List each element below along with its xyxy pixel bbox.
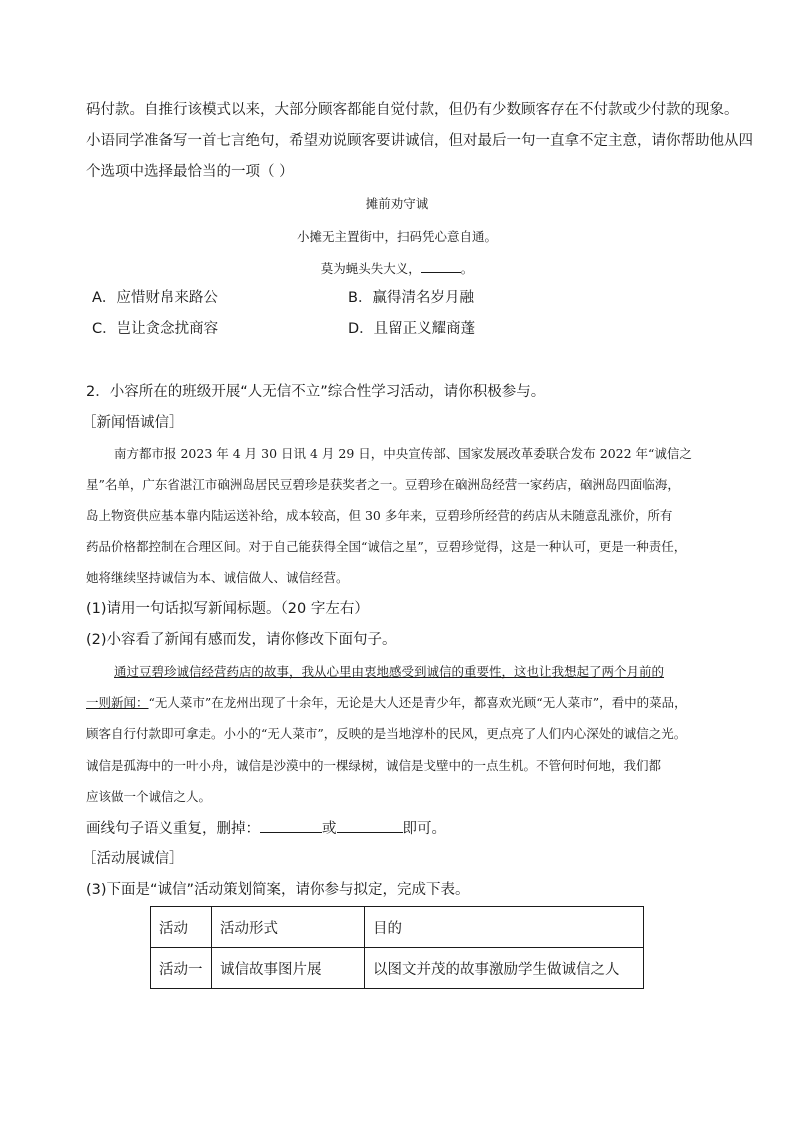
passage-underlined-segment: 一则新闻： [86,695,149,710]
option-a[interactable]: A．应惜财帛来路公 [92,290,218,306]
q2-intro: 2．小容所在的班级开展“人无信不立”综合性学习活动，请你积极参与。 [86,384,546,400]
table-cell: 以图文并茂的故事激励学生做诚信之人 [365,948,644,989]
passage-line: 诚信是孤海中的一叶小舟，诚信是沙漠中的一棵绿树，诚信是戈壁中的一点生机。不管何时何地，我们都 [86,758,662,773]
table-header-cell: 活动形式 [212,907,365,948]
delete-blank-1[interactable] [260,818,322,833]
news-line: 药品价格都控制在合理区间。对于自己能获得全国“诚信之星”，豆碧珍觉得，这是一种认可，更是一种责任， [86,539,687,554]
q1-text-line3: 个选项中选择最恰当的一项（ ） [86,164,294,180]
delete-prefix: 画线句子语义重复，删掉： [86,821,260,837]
poem-line2-text: 莫为蝇头失大义， [320,261,421,276]
poem-title: 摊前劝守诚 [365,196,429,211]
table-header-row [151,907,644,948]
activity-plan-table [150,906,644,989]
passage-text: “无人菜市”在龙州出现了十余年，无论是大人还是青少年，都喜欢光顾“无人菜市”，看中的菜品， [148,695,687,710]
option-b[interactable]: B．赢得清名岁月融 [348,290,474,306]
news-line: 她将继续坚持诚信为本、诚信做人、诚信经营。 [86,570,349,585]
passage-line: 顾客自行付款即可拿走。小小的“无人菜市”，反映的是当地淳朴的民风，更点亮了人们内心深处的诚信之光。 [86,726,687,741]
table-header-cell: 活动 [151,907,212,948]
news-line: 南方都市报 2023 年 4 月 30 日讯 4 月 29 日，中央宣传部、国家发展改革委联合发布 2022 年“诚信之 [114,446,692,461]
delete-mid: 或 [322,821,337,837]
table-header-cell: 目的 [365,907,644,948]
sub-question-3: (3)下面是“诚信”活动策划简案，请你参与拟定，完成下表。 [86,882,470,898]
section-news: ［新闻悟诚信］ [82,415,184,431]
delete-blank-2[interactable] [337,818,403,833]
delete-instruction [86,818,446,839]
passage-line: 应该做一个诚信之人。 [86,789,212,804]
sub-question-1: (1)请用一句话拟写新闻标题。（20 字左右） [86,601,369,617]
option-c[interactable]: C．岂让贪念扰商容 [92,321,219,337]
passage-line [86,693,687,713]
table-row [151,948,644,989]
q1-text-line1: 码付款。自推行该模式以来，大部分顾客都能自觉付款，但仍有少数顾客存在不付款或少付款的现象。 [86,102,739,118]
poem-line2-end: 。 [460,261,474,276]
q1-text-line2: 小语同学准备写一首七言绝句，希望劝说顾客要讲诚信，但对最后一句一直拿不定主意，请你帮助他从四 [86,133,753,149]
delete-suffix: 即可。 [402,821,446,837]
table-cell: 诚信故事图片展 [212,948,365,989]
section-activity: ［活动展诚信］ [82,851,184,867]
news-line: 岛上物资供应基本靠内陆运送补给，成本较高，但 30 多年来，豆碧珍所经营的药店从未随意乱涨价，所有 [86,508,673,523]
table-cell: 活动一 [151,948,212,989]
option-d[interactable]: D．且留正义耀商蓬 [348,321,476,337]
poem-line1: 小摊无主置街中，扫码凭心意自通。 [296,229,497,244]
poem-answer-blank[interactable] [421,258,461,273]
poem-line2 [0,258,794,279]
passage-line-underlined: 通过豆碧珍诚信经营药店的故事，我从心里由衷地感受到诚信的重要性，这也让我想起了两个月前的 [114,664,665,679]
news-line: 星”名单，广东省湛江市硇洲岛居民豆碧珍是获奖者之一。豆碧珍在硇洲岛经营一家药店，硇洲岛四面临海， [86,477,680,492]
sub-question-2: (2)小容看了新闻有感而发，请你修改下面句子。 [86,632,397,648]
